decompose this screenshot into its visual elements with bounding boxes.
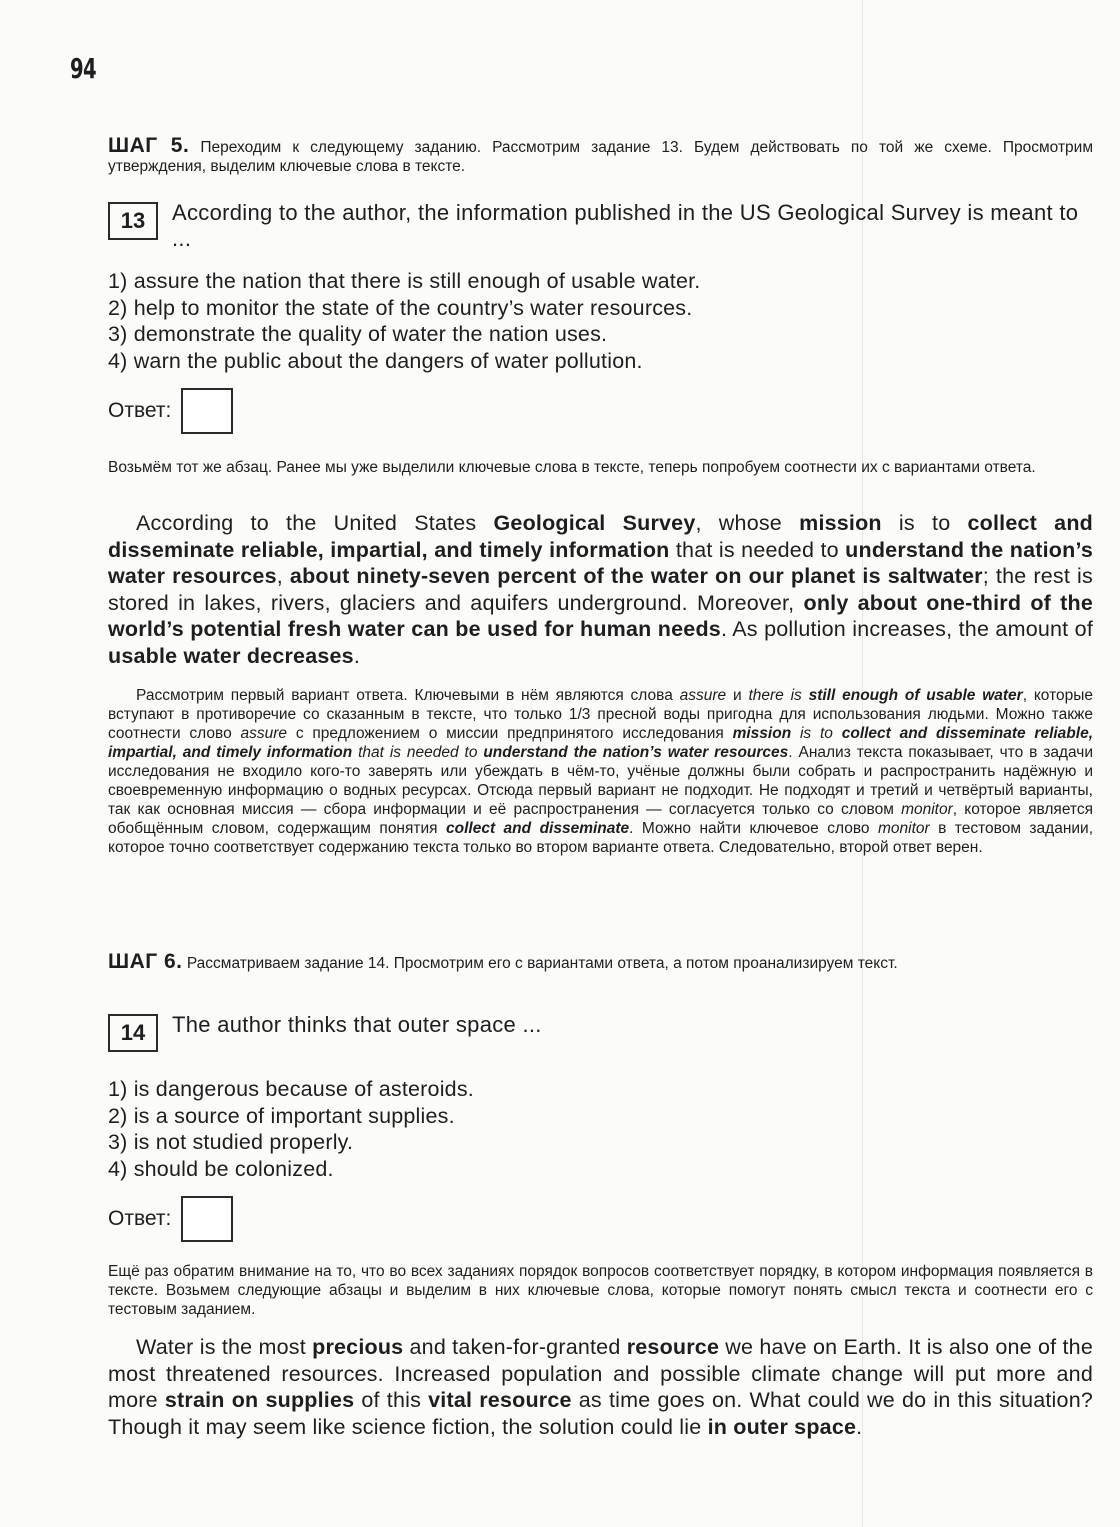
analysis-text: . Можно найти ключевое слово <box>629 820 878 837</box>
analysis-term: there is <box>748 687 802 704</box>
task14-option-4: 4) should be colonized. <box>108 1156 334 1181</box>
analysis-text: в тестовом задании, которое точно соответствует содержанию текста только во втором варианте ответа. Следовательно, второй ответ верен. <box>108 820 1094 856</box>
page-number: 94 <box>70 52 96 85</box>
task13-option-1: 1) assure the nation that there is still enough of usable water. <box>108 269 701 293</box>
task13-options <box>108 268 1093 374</box>
passage1-keyword: usable water decreases <box>108 643 354 668</box>
analysis-text: и <box>726 687 749 704</box>
analysis-term: monitor <box>901 801 953 818</box>
passage2-keyword: in outer space <box>707 1414 857 1439</box>
task13-option-3: 3) demonstrate the quality of water the nation uses. <box>108 322 608 346</box>
passage1-text: ; the rest is stored in lakes, rivers, glaciers and aquifers underground. Moreover, <box>108 564 1093 615</box>
analysis-text: , которое является обобщённым словом, содержащим понятия <box>108 801 1094 837</box>
task14-option-3: 3) is not studied properly. <box>108 1130 354 1154</box>
passage2-text: . <box>856 1414 863 1439</box>
passage2-keyword: vital resource <box>428 1388 572 1412</box>
note1: Возьмём тот же абзац. Ранее мы уже выделили ключевые слова в тексте, теперь попробуем соотнести их с вариантами ответа. <box>108 459 1036 476</box>
task13-option-4: 4) warn the public about the dangers of water pollution. <box>108 348 643 373</box>
task14-option-1: 1) is dangerous because of asteroids. <box>108 1077 474 1101</box>
analysis-key-term: collect and disseminate reliable, impartial, and timely information <box>108 725 1094 761</box>
analysis-key-term: mission <box>732 725 792 742</box>
task14-number: 14 <box>108 1014 158 1052</box>
analysis-term: that is needed to <box>352 744 484 761</box>
step6-instruction <box>108 952 1093 973</box>
passage2-text: we have on Earth. It is also one of the most threatened resources. Increased population and possible climate change will put more and more <box>108 1335 1093 1412</box>
task13-number: 13 <box>108 202 158 240</box>
analysis-term: monitor <box>877 820 930 837</box>
task13-answer-label: Ответ: <box>108 399 172 422</box>
analysis-text: с предложением о миссии предпринятого исследования <box>287 725 733 742</box>
step6-text: Рассматриваем задание 14. Просмотрим его с вариантами ответа, а потом проанализируем текст. <box>186 955 898 972</box>
task14-question: The author thinks that outer space ... <box>172 1012 542 1037</box>
passage2-keyword: strain on supplies <box>164 1388 355 1412</box>
passage1-text: , <box>276 564 290 588</box>
passage1-keyword: understand the nation’s water resources <box>108 537 1094 588</box>
task13-option-2: 2) help to monitor the state of the country’s water resources. <box>108 295 693 320</box>
step5-instruction <box>108 136 1093 176</box>
task13 <box>108 200 1093 434</box>
task13-answer <box>108 388 1093 434</box>
step6-label: ШАГ 6. <box>108 950 183 973</box>
passage1-keyword: collect and disseminate reliable, impartial, and timely information <box>108 511 1094 562</box>
analysis <box>108 686 1093 857</box>
passage1-text: . As pollution increases, the amount of <box>720 617 1093 641</box>
task13-question: According to the author, the information published in the US Geological Survey is meant to ... <box>172 200 1079 251</box>
task14-answer-box[interactable] <box>181 1196 233 1242</box>
analysis-term: is to <box>791 725 842 742</box>
passage1-keyword: about ninety-seven percent of the water on our planet is saltwater <box>289 564 983 588</box>
analysis-text: , которые вступают в противоречие со сказанным в тексте, что только 1/3 пресной воды пригодна для использования людьми. Можно также соотнести слово <box>108 687 1093 742</box>
task14-options <box>108 1076 1093 1182</box>
passage2 <box>108 1334 1093 1440</box>
passage2-text: and taken-for-granted <box>403 1335 627 1359</box>
passage2-keyword: precious <box>312 1335 404 1359</box>
analysis-key-term: still enough of usable water <box>808 687 1023 704</box>
analysis-text: . Анализ текста показывает, что в задачи исследования не входило кого-то заверять или убеждать в чём-то, учёные должны были собрать и распространить надёжную и своевременную информацию о водных ресурсах. Отсюда первый вариант не подходит. Не подходят и третий и четвёртый варианты, так как основная миссия — сбора информации и её распространения — согласуется только со словом <box>108 744 1093 818</box>
passage1-text: that is needed to <box>669 537 846 562</box>
analysis-key-term: understand the nation’s water resources <box>483 744 789 761</box>
passage1-keyword: Geological Survey <box>493 511 696 535</box>
task13-answer-box[interactable] <box>181 388 233 434</box>
task14-answer <box>108 1196 1093 1242</box>
analysis-text <box>802 687 809 704</box>
analysis-key-term: collect and disseminate <box>446 820 630 837</box>
passage1-text: . <box>353 643 361 668</box>
passage1-text: is to <box>881 511 968 535</box>
task14-option-2: 2) is a source of important supplies. <box>108 1103 455 1128</box>
passage1-text: According to the United States <box>136 511 494 535</box>
passage1-text: , whose <box>695 511 800 535</box>
passage2-text: as time goes on. What could we do in this situation? Though it may seem like science fiction, the solution could lie <box>108 1388 1094 1439</box>
passage1-keyword: mission <box>799 511 882 535</box>
task14-answer-label: Ответ: <box>108 1207 172 1230</box>
passage2-keyword: resource <box>626 1335 720 1359</box>
task14 <box>108 1012 1093 1242</box>
passage2-text: Water is the most <box>136 1335 313 1359</box>
step5-text: Переходим к следующему заданию. Рассмотрим задание 13. Будем действовать по той же схеме. Просмотрим утверждения, выделим ключевые слова в тексте. <box>108 139 1093 175</box>
step5-label: ШАГ 5. <box>108 134 190 157</box>
analysis-term: assure <box>240 725 288 742</box>
analysis-term: assure <box>679 687 727 704</box>
note2: Ещё раз обратим внимание на то, что во всех заданиях порядок вопросов соответствует порядку, в котором информация появляется в тексте. Возьмем следующие абзацы и выделим в них ключевые слова, которые помогут понять смысл текста и соотнести его с тестовым заданием. <box>108 1263 1093 1318</box>
passage2-text: of this <box>354 1388 429 1412</box>
analysis-text: Рассмотрим первый вариант ответа. Ключевыми в нём являются слова <box>136 687 680 704</box>
passage1-keyword: only about one-third of the world’s potential fresh water can be used for human needs <box>108 590 1094 641</box>
passage1 <box>108 510 1093 669</box>
